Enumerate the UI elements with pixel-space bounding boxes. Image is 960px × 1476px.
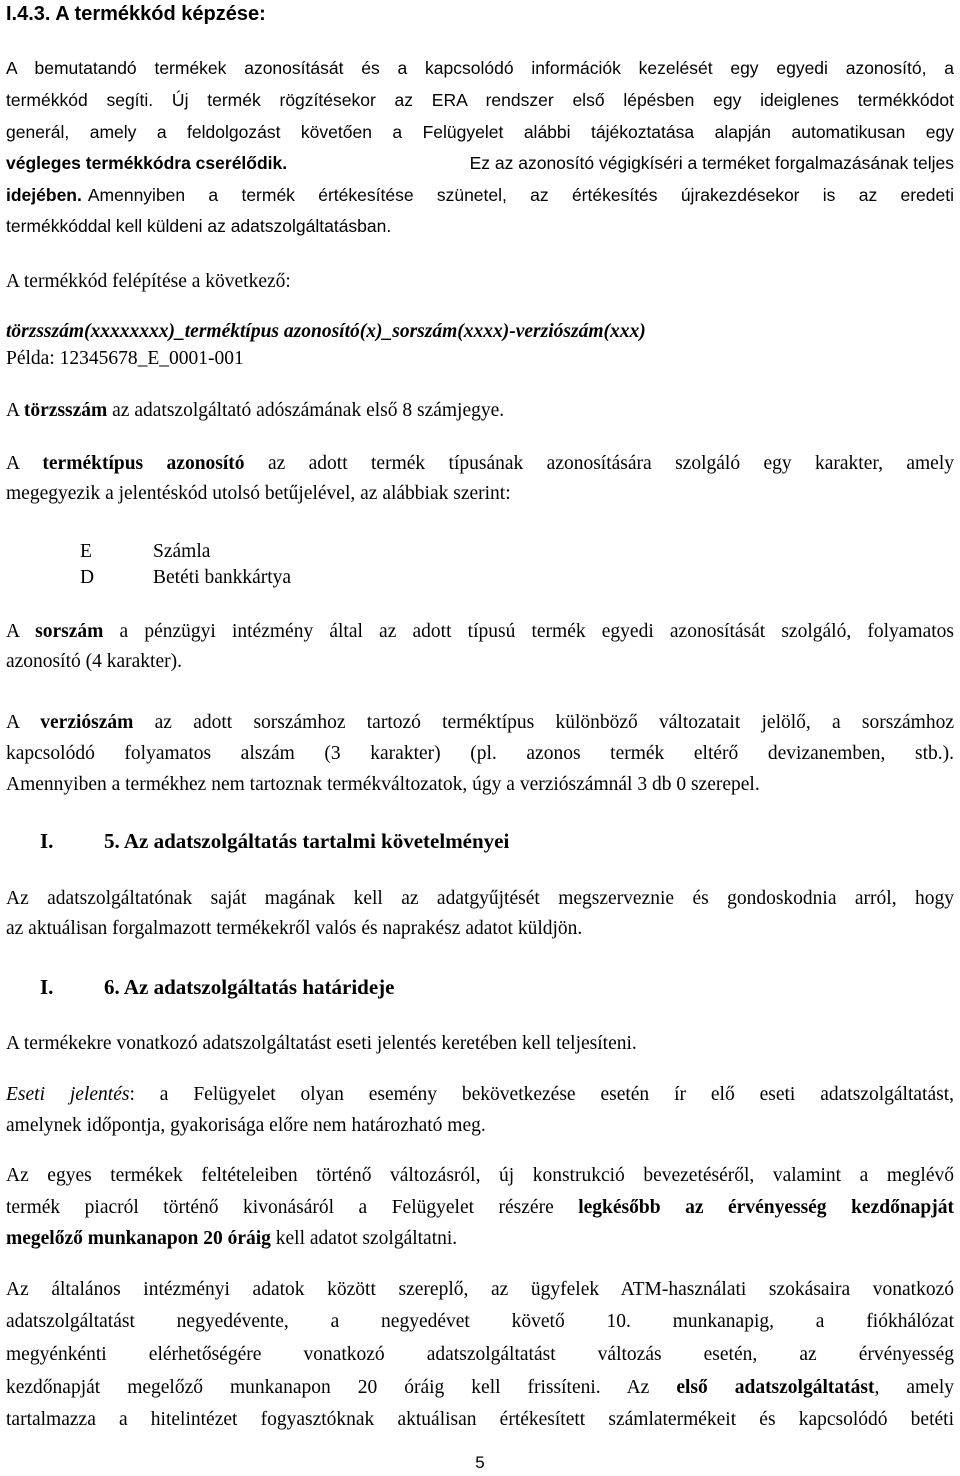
verzioszam-pre: A [6,712,41,733]
torzsszam-post: az adatszolgáltató adószámának első 8 számjegye. [107,400,505,421]
intro-line-2: termékkód segíti. Új termék rögzítésekor az ERA rendszer első lépésben egy ideiglenes termékkódot [6,90,954,110]
sorszam-line-1 [6,621,954,643]
torzsszam-term: törzsszám [23,400,108,421]
para-4-bold: első adatszolgáltatást [676,1377,875,1398]
section-heading-i-4-3: I.4.3. A termékkód képzése: [6,3,266,25]
sorszam-term: sorszám [35,621,104,642]
eseti-term: Eseti jelentés [6,1084,130,1105]
torzsszam-pre: A [6,400,24,421]
code-description: Számla [153,541,211,562]
structure-formula: törzsszám(xxxxxxxx)_terméktípus azonosító(x)_sorszám(xxxx)-verziószám(xxx) [6,321,646,342]
eseti-line-1-rest: : a Felügyelet olyan esemény bekövetkezése esetén ír elő eseti adatszolgáltatást, [129,1084,954,1105]
section5-line-1: Az adatszolgáltatónak saját magának kell az adatgyűjtését megszerveznie és gondoskodnia arról, hogy [6,888,954,909]
heading-text: 6. Az adatszolgáltatás határideje [104,975,395,999]
heading-number: I. [40,829,54,853]
para-3-deadline-bold: legkésőbb az érvényesség kezdőnapját [578,1197,954,1218]
eseti-line-2: amelynek időpontja, gyakorisága előre nem határozható meg. [6,1115,486,1136]
intro-line-4-bold: végleges termékkódra cserélődik. [6,153,288,173]
intro-line-4 [6,153,954,173]
section6-para-1: A termékekre vonatkozó adatszolgáltatást eseti jelentés keretében kell teljesíteni. [6,1033,637,1054]
sorszam-line-1-rest: a pénzügyi intézmény által az adott típusú termék egyedi azonosítását szolgáló, folyamatos [103,621,954,642]
page-number: 5 [475,1453,485,1472]
section5-line-2: az aktuálisan forgalmazott termékekről valós és naprakész adatot küldjön. [6,918,583,939]
para-3-line-2-pre: termék piacról történő kivonásáról a Felügyelet részére [6,1197,579,1218]
para-4-line-4-pre: kezdőnapját megelőző munkanapon 20 óráig kell frissíteni. Az [6,1377,677,1398]
section6-para-4-line-5: tartalmazza a hitelintézet fogyasztóknak aktuálisan értékesített számlatermékeit és kapcsolódó betéti [6,1409,954,1430]
sorszam-line-2: azonosító (4 karakter). [6,651,182,672]
section-heading-i-6 [6,975,954,999]
code-letter: E [80,541,92,562]
section6-para-4-line-2: adatszolgáltatást negyedévente, a negyedévet követő 10. munkanapig, a fiókhálózat [6,1311,954,1332]
intro-line-5 [6,185,954,205]
heading-text: 5. Az adatszolgáltatás tartalmi követelményei [104,829,510,853]
structure-intro: A termékkód felépítése a következő: [6,271,291,292]
verzioszam-line-1 [6,712,954,734]
heading-number: I. [40,975,54,999]
intro-line-6: termékkóddal kell küldeni az adatszolgáltatásban. [6,216,392,236]
section6-para-3-line-2 [6,1197,954,1219]
intro-line-5-rest: Amennyiben a termék értékesítése szünetel, az értékesítés újrakezdésekor is az eredeti [87,185,954,205]
verzioszam-line-1-rest: az adott sorszámhoz tartozó terméktípus különböző változatait jelölő, a sorszámhoz [133,712,954,733]
torzsszam-definition [6,400,954,422]
section6-para-4-line-1: Az általános intézményi adatok között szereplő, az ügyfelek ATM-használati szokásaira vonatkozó [6,1279,954,1300]
intro-line-5-bold: idejében. [6,185,82,205]
section6-para-3-line-3 [6,1228,954,1250]
section6-para-3-line-1: Az egyes termékek feltételeiben történő változásról, új konstrukció bevezetéséről, valamint a meglévő [6,1165,954,1186]
para-3-deadline-bold-2: megelőző munkanapon 20 óráig [6,1228,271,1249]
eseti-line-1 [6,1084,954,1106]
intro-line-3: generál, amely a feldolgozást követően a Felügyelet alábbi tájékoztatása alapján automatikusan egy [6,122,954,142]
verzioszam-term: verziószám [40,712,134,733]
code-letter: D [80,567,95,588]
para-3-line-3-rest: kell adatot szolgáltatni. [270,1228,458,1249]
verzioszam-line-2: kapcsolódó folyamatos alszám (3 karakter) (pl. azonos termék eltérő devizanemben, stb.). [6,743,954,764]
example-code: Példa: 12345678_E_0001-001 [6,348,244,369]
intro-line-1: A bemutatandó termékek azonosítását és a kapcsolódó információk kezelését egy egyedi azonosító, a [6,58,954,78]
code-description: Betéti bankkártya [153,567,292,588]
intro-line-4-rest: Ez az azonosító végigkíséri a terméket forgalmazásának teljes [469,153,954,173]
termektipus-term: terméktípus [42,453,144,474]
section6-para-4-line-3: megyénkénti elérhetőségére vonatkozó adatszolgáltatást változás esetén, az érvényesség [6,1344,954,1365]
azonosito-term: azonosító [166,453,245,474]
section-heading-i-5 [6,829,954,853]
para-4-line-4-rest: , amely [874,1377,954,1398]
termektipus-line-1-rest: az adott termék típusának azonosítására szolgáló egy karakter, amely [267,453,954,474]
section6-para-4-line-4 [6,1377,954,1399]
termektipus-line-1 [6,453,954,475]
sorszam-pre: A [6,621,36,642]
termektipus-pre: A [6,453,43,474]
termektipus-line-2: megegyezik a jelentéskód utolsó betűjelével, az alábbiak szerint: [6,483,511,504]
verzioszam-line-3: Amennyiben a termékhez nem tartoznak termékváltozatok, úgy a verziószámnál 3 db 0 szerepel. [6,774,760,795]
